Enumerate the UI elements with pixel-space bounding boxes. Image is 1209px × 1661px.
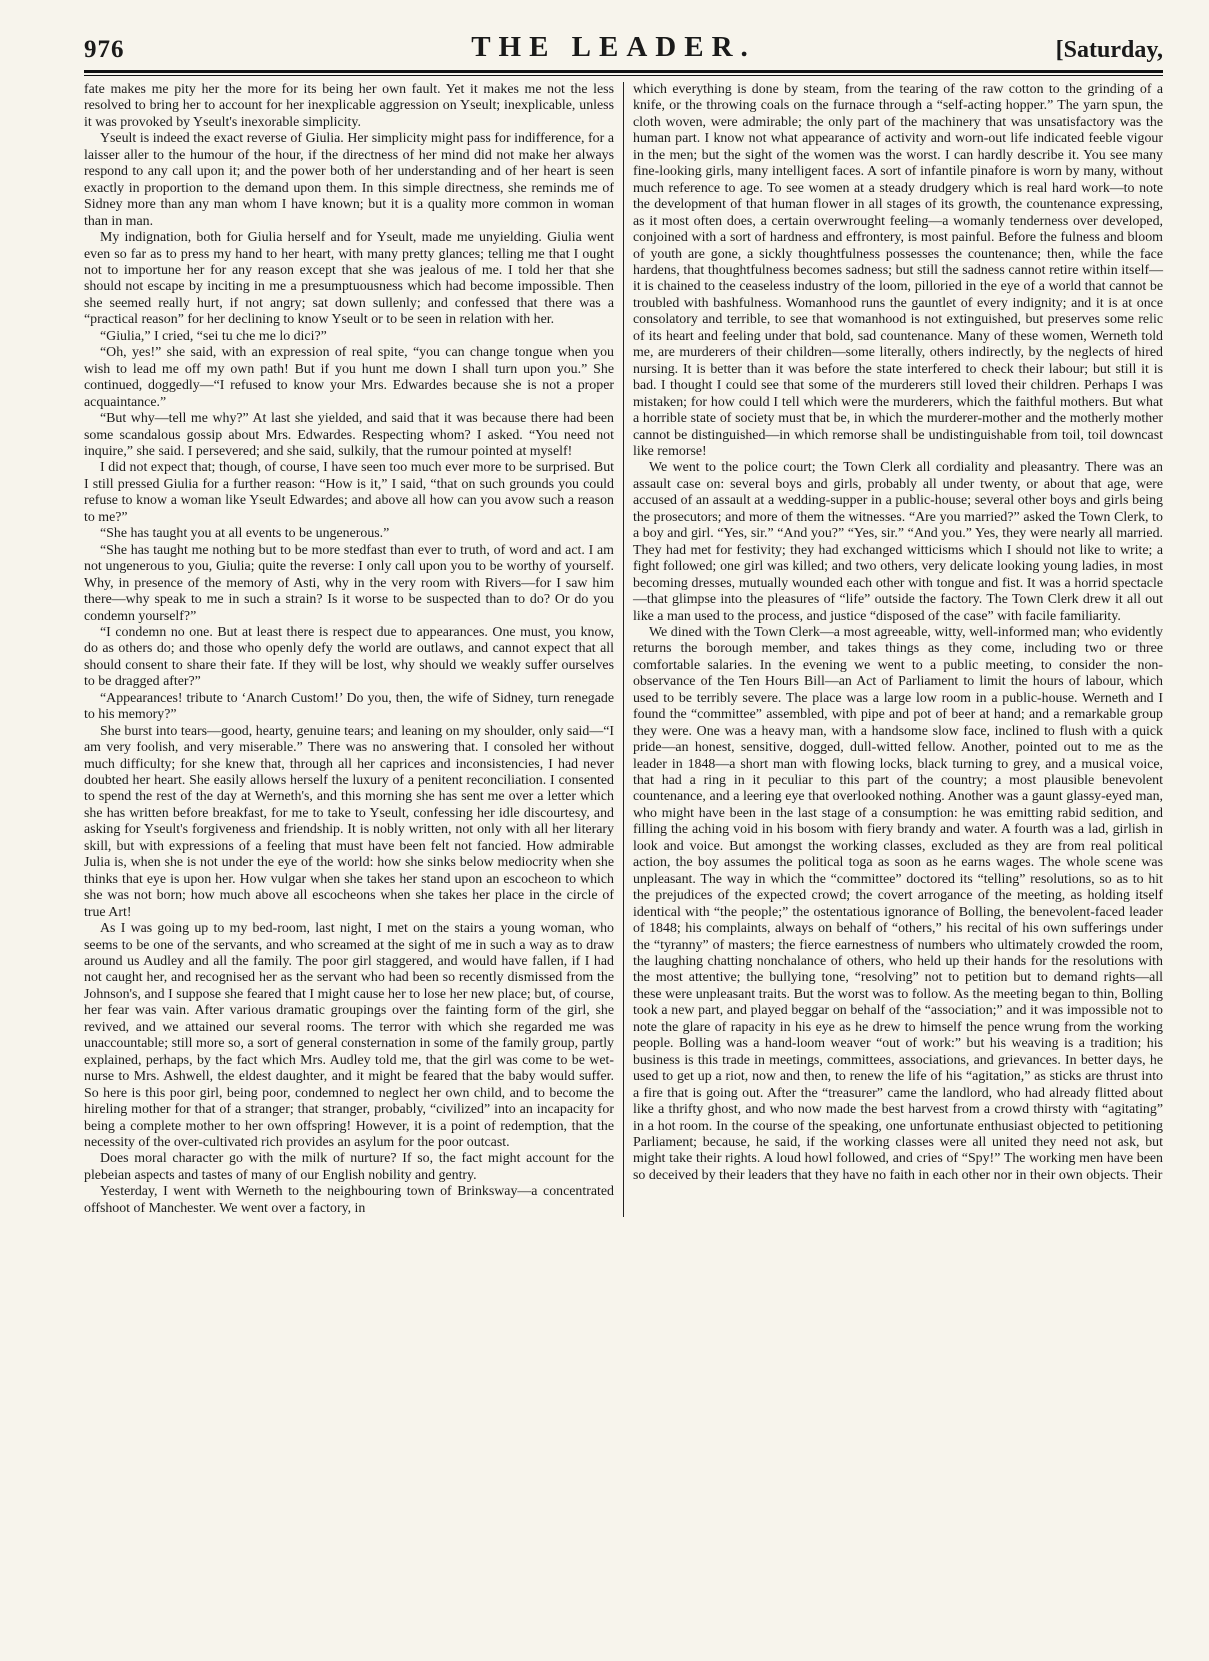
- paragraph: “She has taught me nothing but to be more stedfast than ever to truth, of word and act. I am not ungenerous to you, Giulia; quite the reverse: I only call upon you to be worthy of yourself. Why, in presence of the memory of Asti, why in the very room with Rivers—for I saw him there—why speak to me in such a strain? Is it worse to be suspected than to do? Or do you condemn yourself?”: [84, 542, 614, 624]
- left-column: [84, 82, 614, 1217]
- paragraph: “Giulia,” I cried, “sei tu che me lo dici?”: [100, 328, 327, 344]
- paragraph: fate makes me pity her the more for its being her own fault. Yet it makes me not the less resolved to bring her to account for her inexplicable aggression on Yseult; inexplicable, unless it was provoked by Yseult's inexorable simplicity.: [84, 82, 614, 130]
- paragraph: I did not expect that; though, of course, I have seen too much ever more to be surprised. But I still pressed Giulia for a further reason: “How is it,” I said, “that on such grounds you could refuse to know a woman like Yseult Edwardes; and above all how can you avow such a reason to me?”: [84, 460, 614, 525]
- header-rule-thick: [84, 70, 1163, 73]
- header-rule-thin: [84, 75, 1163, 76]
- masthead: [84, 26, 1163, 64]
- paragraph: Yseult is indeed the exact reverse of Giulia. Her simplicity might pass for indifference, for a laisser aller to the humour of the hour, if the directness of her mind did not make her always respond to any call upon it; and the power both of her understanding and of her heart is seen exactly in proportion to the demand upon them. In this simple directness, she reminds me of Sidney more than any man whom I have known; but it is a quality more common in woman than in man.: [84, 131, 614, 229]
- issue-day: [Saturday,: [1055, 37, 1163, 63]
- paragraph: As I was going up to my bed-room, last night, I met on the stairs a young woman, who seems to be one of the servants, and who screamed at the sight of me in such a way as to draw around us Audley and all the family. The poor girl staggered, and would have fallen, if I had not caught her, and recognised her as the servant who had been so recently dismissed from the Johnson's, and I suppose she feared that I might cause her to lose her new place; but, of course, her fear was vain. After various dramatic groupings over the fainting form of the girl, she revived, and we attained our several rooms. The terror with which she regarded me was unaccountable; still more so, a sort of general consternation in some of the family group, partly explained, perhaps, by the fact which Mrs. Audley told me, that the girl was come to be wet-nurse to Mrs. Ashwell, the eldest daughter, and it might be feared that the baby would suffer. So here is this poor girl, being poor, condemned to neglect her own child, and to become the hireling mother for that of a stranger; that stranger, probably, “civilized” into an incapacity for being a complete mother to her own offspring! However, it is a point of redemption, that the necessity of the over-cultivated rich provides an asylum for the poor outcast.: [84, 921, 614, 1150]
- paragraph: Does moral character go with the milk of nurture? If so, the fact might account for the plebeian aspects and tastes of many of our English nobility and gentry.: [84, 1151, 614, 1183]
- paragraph: “Oh, yes!” she said, with an expression of real spite, “you can change tongue when you wish to lead me off my own path! But if you hunt me down I shall turn upon you.” She continued, doggedly—“I refused to know your Mrs. Edwardes because she is not a proper acquaintance.”: [84, 345, 614, 410]
- paragraph: We went to the police court; the Town Clerk all cordiality and pleasantry. There was an assault case on: several boys and girls, probably all under twenty, or about that age, were accused of an assault at a wedding-supper in a public-house; several other boys and girls being the prosecutors; and more of them the witnesses. “Are you married?” asked the Town Clerk, to a boy and girl. “Yes, sir.” “And you?” “Yes, sir.” “And you.” Yes, they were nearly all married. They had met for festivity; they had exchanged witticisms which I should not like to write; a fight followed; one girl was killed; and two others, very delicate looking young ladies, in most becoming dresses, mutually wounded each other with tongue and fist. It was a horrid spectacle—that glimpse into the pleasures of “life” outside the factory. The Town Clerk drew it all out like a man used to the process, and justice “disposed of the case” with facile familiarity.: [633, 460, 1163, 624]
- paragraph: We dined with the Town Clerk—a most agreeable, witty, well-informed man; who evidently returns the borough member, and takes things as they come, including two or three comfortable salaries. In the evening we went to a public meeting, to consider the non-observance of the Ten Hours Bill—an Act of Parliament to limit the hours of labour, which used to be terribly severe. The place was a large low room in a public-house. Werneth and I found the “committee” assembled, with pipe and pot of beer at hand; and a remarkable group they were. One was a heavy man, with a handsome slow face, inclined to flush with a quick pride—an honest, sensitive, dogged, dull-witted fellow. Another, pointed out to me as the leader in 1848—a short man with flowing locks, black turning to grey, and a musical voice, that had a ring in it peculiar to this part of the country; a most plausible benevolent countenance, and a leering eye that overlooked nothing. Another was a gaunt glassy-eyed man, who might have been in the last stage of a consumption: he was emitting rabid sedition, and filling the aching void in his bosom with fiery brandy and water. A fourth was a lad, girlish in look and voice. But amongst the working classes, excluded as they are from real political action, the boy assumes the political toga as soon as he earns wages. The whole scene was unpleasant. The way in which the “committee” doctored its “telling” resolutions, so as to hit the prejudices of the expected crowd; the covert arrogance of the meeting, as holding itself identical with “the people;” the ostentatious ignorance of Bolling, the benevolent-faced leader of 1848; his complaints, always on behalf of “others,” his recital of his own sufferings under the “tyranny” of masters; the fierce earnestness of numbers who ultimately crowded the room, the laughing chatting nonchalance of others, who held up their hands for the resolutions with the most attentive; the bullying tone, “resolving” not to petition but to demand rights—all these were unpleasant traits. But the worst was to follow. As the meeting began to thin, Bolling took a new part, and played beggar on behalf of the “association;” and it was impossible not to note the glare of rapacity in his eye as he drew to himself the pence wrung from the working people. Bolling was a hand-loom weaver “out of work:” but his weaving is a tradition; his business is this trade in meetings, committees, associations, and grievances. In better days, he used to get up a riot, now and then, to renew the life of his “agitation,” as sticks are thrust into a fire that is going out. After the “treasurer” came the landlord, who had already flitted about like a thrifty ghost, and who now made the best harvest from a crowd thirsty with “agitating” in a hot room. In the course of the speaking, one unfortunate enthusiast objected to petitioning Parliament; because, he said, if the working classes were all united they need not ask, but might take their rights. A loud howl followed, and cries of “Spy!” The working men have been so deceived by their leaders that they have no faith in each other nor in their own objects. Their: [633, 624, 1163, 1183]
- paragraph: “I condemn no one. But at least there is respect due to appearances. One must, you know, do as others do; and those who openly defy the world are outlaws, and cannot expect that all should consent to share their fate. If they will be lost, why should we weakly suffer ourselves to be dragged after?”: [84, 624, 614, 690]
- paragraph: “She has taught you at all events to be ungenerous.”: [100, 526, 390, 542]
- paragraph: which everything is done by steam, from the tearing of the raw cotton to the grinding of a knife, or the throwing coals on the furnace through a “self-acting hopper.” The yarn spun, the cloth woven, were admirable; the only part of the machinery that was unsatisfactory was the human part. I know not what appearance of activity and worn-out life indicated feeble vigour in the men; but the sight of the women was the worst. I can hardly describe it. You see many fine-looking girls, many intelligent faces. A sort of infantile pinafore is worn by many, without much reference to age. To see women at a steady drudgery which is real hard work—to note the development of that human flower in all stages of its growth, the countenance expressing, as it most often does, a certain overwrought feeling—a womanly tenderness over developed, conjoined with a sort of hardness and effrontery, is most painful. Before the fulness and bloom of youth are gone, a sickly thoughtfulness possesses the countenance; then, while the face hardens, that thoughtfulness becomes sadness; but still the sadness cannot retire within itself—it is chained to the ceaseless industry of the loom, pilloried in the eye of a world that cannot be troubled with bashfulness. Womanhood runs the gauntlet of every indignity; and it is at once consolatory and terrible, to see that womanhood is not extinguished, but preserves some relic of its heart and feeling under that bold, sad countenance. Many of these women, Werneth told me, are murderers of their children—some literally, others indirectly, by the neglects of hired nursing. It is better than it was before the state interfered to check their labour; but still it is bad. I thought I could see that some of the murderers still loved their children. Perhaps I was mistaken; for how could I tell which were the murderers, which the faithful mothers. But what a horrible state of society must that be, in which the murderer-mother and the motherly mother cannot be distinguished—in which remorse shall be undistinguishable from toil, toil downcast like remorse!: [633, 82, 1163, 459]
- paragraph: “But why—tell me why?” At last she yielded, and said that it was because there had been some scandalous gossip about Mrs. Edwardes. Respecting whom? I asked. “You need not inquire,” she said. I persevered; and she said, sulkily, that the rumour pointed at myself!: [84, 411, 614, 459]
- paragraph: She burst into tears—good, hearty, genuine tears; and leaning on my shoulder, only said—“I am very foolish, and very miserable.” There was no answering that. I consoled her without much difficulty; for she knew that, through all her caprices and inconsistencies, I had never doubted her heart. She easily allows herself the luxury of a penitent reconciliation. I consented to spend the rest of the day at Werneth's, and this morning she has sent me over a letter which she has written before breakfast, for me to take to Yseult, confessing her idle discourtesy, and asking for Yseult's forgiveness and friendship. It is nobly written, not only with all her literary skill, but with expressions of a feeling that must have been felt not fancied. How admirable Julia is, when she is not under the eye of the world: how she sinks below mediocrity when she thinks that eye is upon her. How vulgar when she takes her stand upon an escocheon to which she was not born; how much above all escocheons when she takes her place in the circle of true Art!: [84, 723, 614, 920]
- paragraph: “Appearances! tribute to ‘Anarch Custom!’ Do you, then, the wife of Sidney, turn renegade to his memory?”: [84, 690, 614, 723]
- page-number: 976: [84, 36, 125, 63]
- paragraph: Yesterday, I went with Werneth to the neighbouring town of Brinksway—a concentrated offshoot of Manchester. We went over a factory, in: [84, 1184, 614, 1216]
- right-column: [633, 82, 1163, 1217]
- paragraph: My indignation, both for Giulia herself and for Yseult, made me unyielding. Giulia went even so far as to press my hand to her heart, with many pretty glances; telling me that I ought not to importune her for any reason except that she was jealous of me. I told her that she should not escape by inciting in me a presumptuousness which had become impossible. Then she seemed really hurt, if not angry; sat down sullenly; and confessed that there was a “practical reason” for her declining to know Yseult or to be seen in relation with her.: [84, 230, 614, 328]
- column-divider: [623, 82, 624, 1217]
- journal-title: THE LEADER.: [471, 31, 756, 63]
- article-columns: [84, 82, 1163, 1217]
